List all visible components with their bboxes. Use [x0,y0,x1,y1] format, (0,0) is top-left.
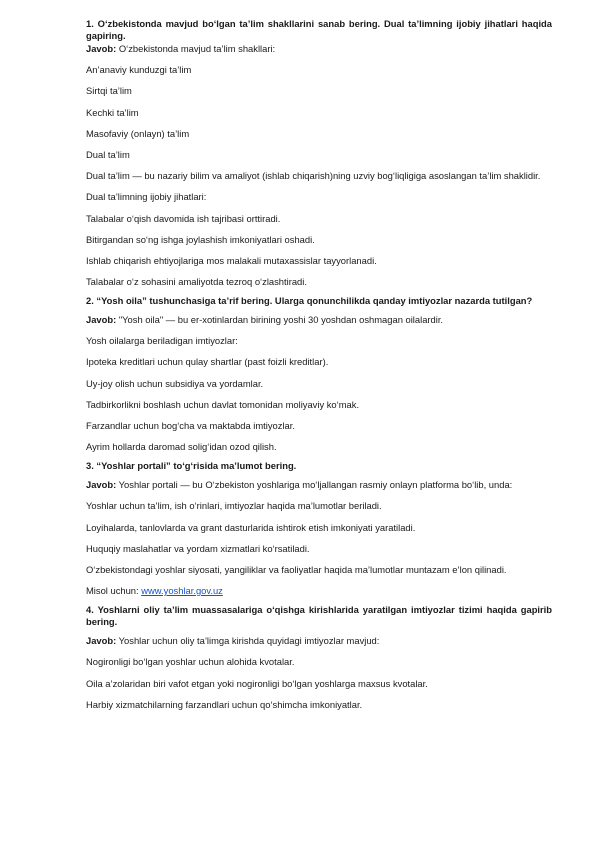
answer-label: Javob: [86,479,117,491]
example-line: Misol uchun: www.yoshlar.gov.uz [86,585,223,597]
answer-4: Javob: Yoshlar uchun oliy ta’limga kirishda quyidagi imtiyozlar mavjud: [86,635,380,647]
list-item: Dual ta’lim [86,148,130,160]
document-page [86,18,552,720]
answer-label: Javob: [86,635,117,647]
answer-3: Javob: Yoshlar portali — bu O‘zbekiston yoshlariga mo‘ljallangan rasmiy onlayn platforma bo‘lib, unda: [86,479,513,491]
list-item: Loyihalarda, tanlovlarda va grant dasturlarida ishtirok etish imkoniyati yaratiladi. [86,521,416,533]
question-4: 4. Yoshlarni oliy ta’lim muassasalariga o‘qishga kirishlarida yaratilgan imtiyozlar tizimi haqida gapirib bering. [86,604,552,628]
list-item: An’anaviy kunduzgi ta’lim [86,64,192,76]
benefits-heading: Dual ta’limning ijobiy jihatlari: [86,191,207,203]
answer-2: Javob: "Yosh oila" — bu er-xotinlardan birining yoshi 30 yoshdan oshmagan oilalardir. [86,314,444,326]
list-item: Yoshlar uchun ta’lim, ish o‘rinlari, imtiyozlar haqida ma’lumotlar beriladi. [86,500,382,512]
list-item: Farzandlar uchun bog‘cha va maktabda imtiyozlar. [86,420,295,431]
list-item: Uy-joy olish uchun subsidiya va yordamlar. [86,377,264,389]
list-item: Ayrim hollarda daromad solig‘idan ozod qilish. [86,441,277,453]
answer-1-intro: Javob: O‘zbekistonda mavjud ta’lim shakllari: [86,43,276,54]
list-item: O‘zbekistondagi yoshlar siyosati, yangiliklar va faoliyatlar haqida ma’lumotlar muntazam e’lon qilinadi. [86,563,507,575]
answer-label: Javob: [86,43,117,54]
list-item: Nogironligi bo‘lgan yoshlar uchun alohida kvotalar. [86,656,295,668]
list-item: Masofaviy (onlayn) ta’lim [86,127,190,139]
list-item: Bitirgandan so‘ng ishga joylashish imkoniyatlari oshadi. [86,233,315,245]
question-1: 1. O‘zbekistonda mavjud bo‘lgan ta’lim shakllarini sanab bering. Dual ta’limning ijobiy jihatlari haqida gapiring. [86,18,552,41]
answer-label: Javob: [86,314,117,326]
list-item: Talabalar o‘qish davomida ish tajribasi orttiradi. [86,212,281,224]
list-item: Huquqiy maslahatlar va yordam xizmatlari ko‘rsatiladi. [86,542,310,554]
list-item: Sirtqi ta’lim [86,85,132,97]
list-item: Tadbirkorlikni boshlash uchun davlat tomonidan moliyaviy ko‘mak. [86,398,360,410]
question-2: 2. “Yosh oila” tushunchasiga ta’rif bering. Ularga qonunchilikda qanday imtiyozlar nazarda tutilgan? [86,295,533,307]
list-item: Talabalar o‘z sohasini amaliyotda tezroq o‘zlashtiradi. [86,276,307,288]
list-item: Ishlab chiqarish ehtiyojlariga mos malakali mutaxassislar tayyorlanadi. [86,254,377,266]
list-item: Kechki ta’lim [86,106,139,118]
dual-definition: Dual ta’lim — bu nazariy bilim va amaliyot (ishlab chiqarish)ning uzviy bog‘liqligiga asoslangan ta’lim shaklidir. [86,170,541,182]
list-item: Ipoteka kreditlari uchun qulay shartlar (past foizli kreditlar). [86,356,329,368]
list-item: Oila a’zolaridan biri vafot etgan yoki nogironligi bo‘lgan yoshlarga maxsus kvotalar. [86,677,428,689]
portal-link[interactable]: www.yoshlar.gov.uz [141,585,223,597]
benefits-heading: Yosh oilalarga beriladigan imtiyozlar: [86,335,238,347]
question-3: 3. “Yoshlar portali” to‘g‘risida ma’lumot bering. [86,460,297,472]
list-item: Harbiy xizmatchilarning farzandlari uchun qo‘shimcha imkoniyatlar. [86,698,363,710]
